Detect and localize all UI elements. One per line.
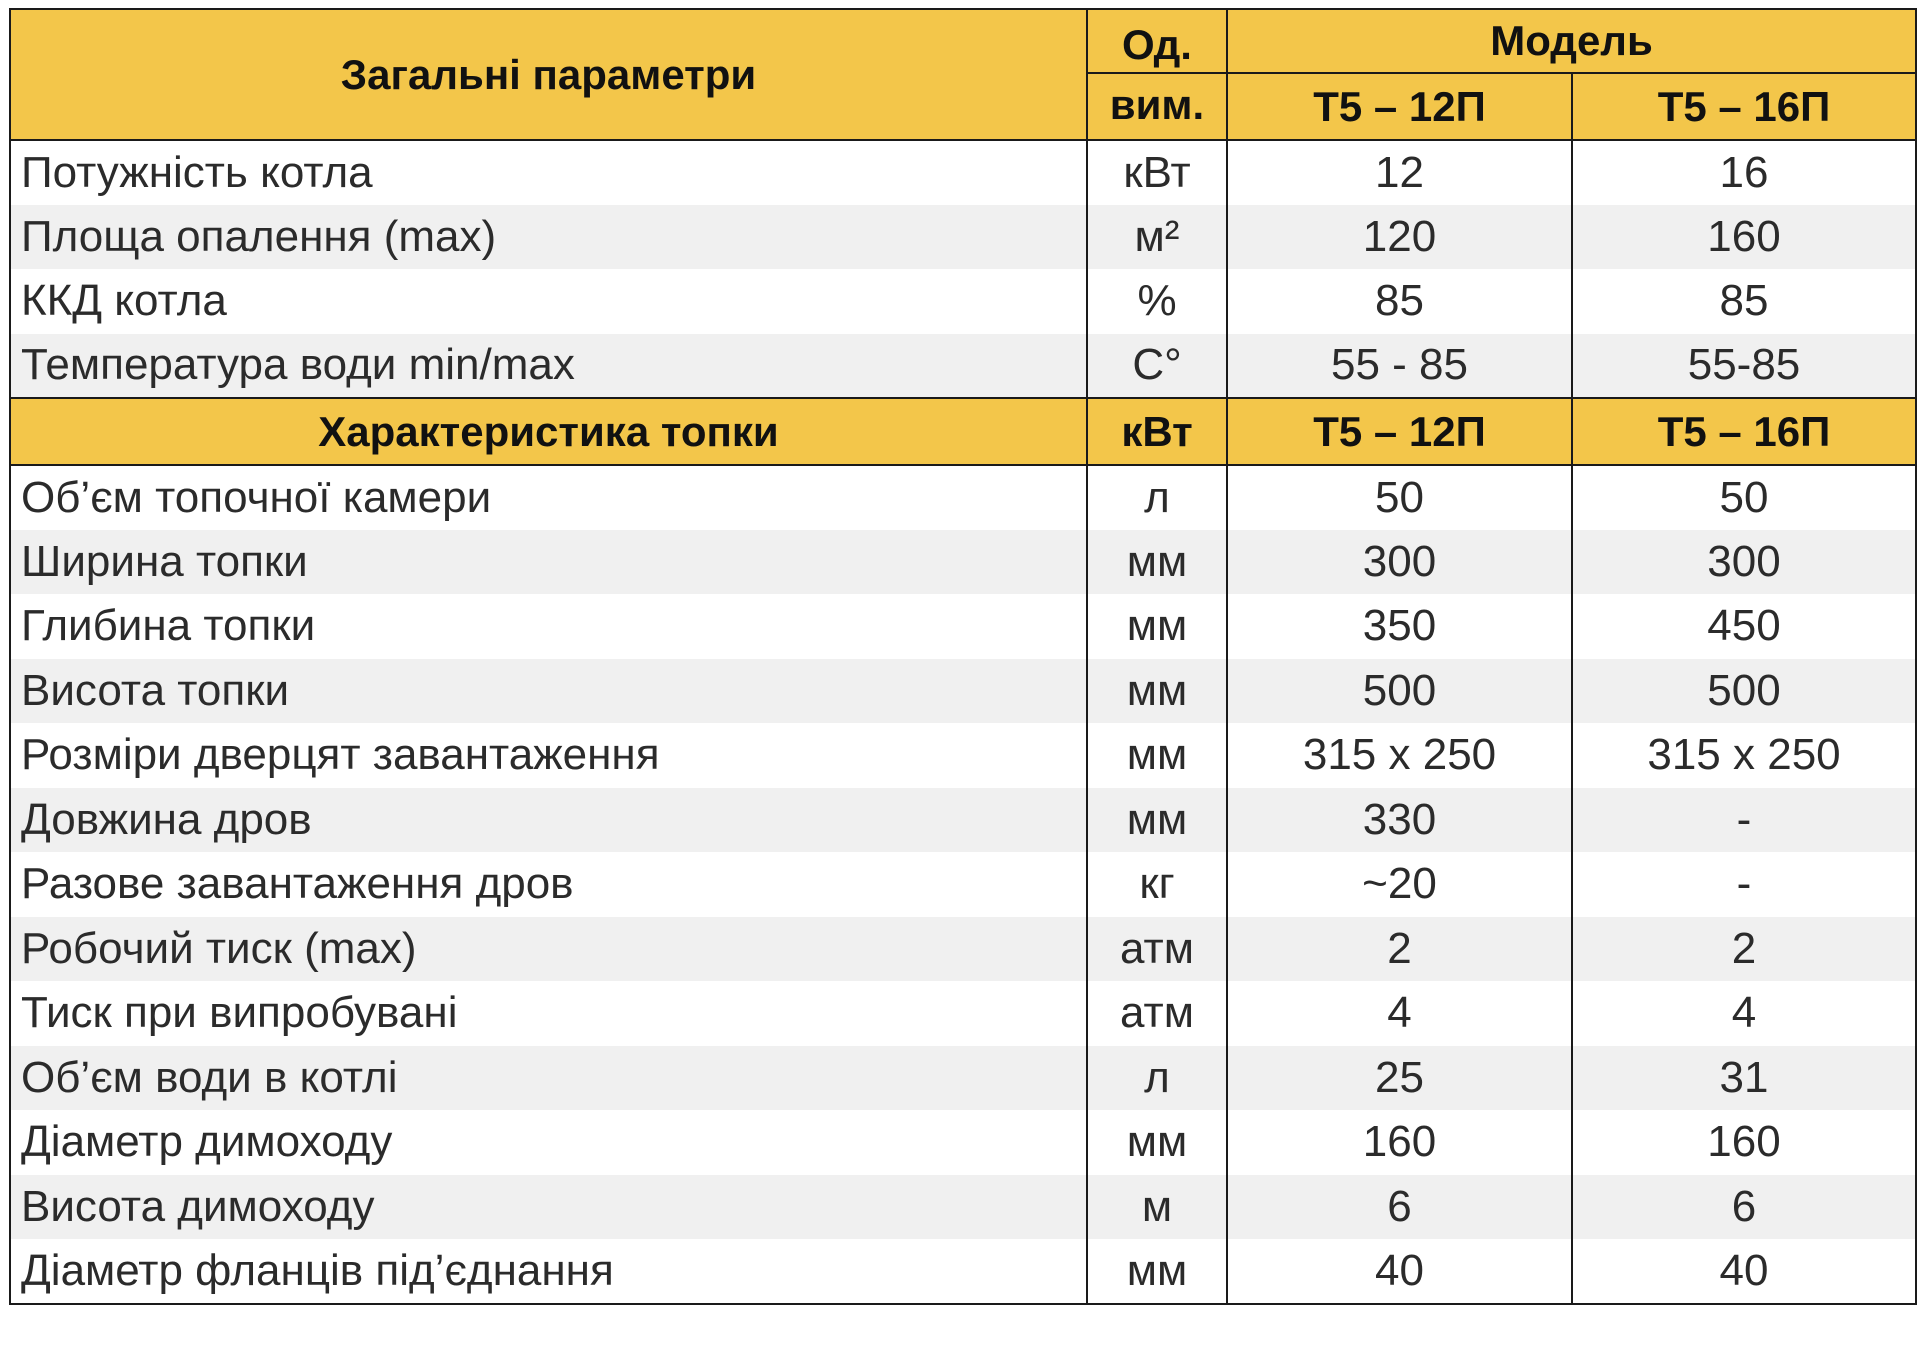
param-cell: Потужність котла [10, 140, 1087, 205]
model-1-value: 160 [1227, 1110, 1572, 1175]
param-cell: ККД котла [10, 269, 1087, 334]
model-1-value: 85 [1227, 269, 1572, 334]
unit-cell: м [1087, 1175, 1227, 1240]
table-row [10, 530, 1916, 595]
param-cell: Глибина топки [10, 594, 1087, 659]
model-1-value: 25 [1227, 1046, 1572, 1111]
model-2-value: 40 [1572, 1239, 1916, 1304]
table-header-row [10, 9, 1916, 73]
table-row [10, 465, 1916, 530]
table-row [10, 269, 1916, 334]
firebox-header-title: Характеристика топки [10, 398, 1087, 465]
firebox-model-2-header: Т5 – 16П [1572, 398, 1916, 465]
model-2-value: 160 [1572, 205, 1916, 270]
model-2-value: 85 [1572, 269, 1916, 334]
model-1-value: 50 [1227, 465, 1572, 530]
model-1-value: 120 [1227, 205, 1572, 270]
model-2-value: 31 [1572, 1046, 1916, 1111]
unit-cell: кВт [1087, 140, 1227, 205]
table-row [10, 852, 1916, 917]
model-2-value: 6 [1572, 1175, 1916, 1240]
table-row [10, 981, 1916, 1046]
param-cell: Робочий тиск (max) [10, 917, 1087, 982]
model-1-value: 4 [1227, 981, 1572, 1046]
param-cell: Об’єм води в котлі [10, 1046, 1087, 1111]
model-1-value: 330 [1227, 788, 1572, 853]
model-2-value: 55-85 [1572, 334, 1916, 399]
firebox-model-1-header: Т5 – 12П [1227, 398, 1572, 465]
model-2-value: 315 х 250 [1572, 723, 1916, 788]
param-cell: Об’єм топочної камери [10, 465, 1087, 530]
unit-cell: мм [1087, 723, 1227, 788]
param-cell: Висота топки [10, 659, 1087, 724]
model-1-header: Т5 – 12П [1227, 73, 1572, 140]
model-2-value: 16 [1572, 140, 1916, 205]
model-1-value: ~20 [1227, 852, 1572, 917]
table-row [10, 1239, 1916, 1304]
unit-cell: % [1087, 269, 1227, 334]
param-cell: Висота димоходу [10, 1175, 1087, 1240]
table-row [10, 1175, 1916, 1240]
unit-cell: C° [1087, 334, 1227, 399]
unit-cell: м² [1087, 205, 1227, 270]
param-cell: Тиск при випробувані [10, 981, 1087, 1046]
table-row [10, 659, 1916, 724]
model-2-value: 300 [1572, 530, 1916, 595]
table-row [10, 594, 1916, 659]
table-row [10, 205, 1916, 270]
unit-cell: атм [1087, 981, 1227, 1046]
unit-header-line2: вим. [1087, 73, 1227, 140]
table-row [10, 334, 1916, 399]
table-row [10, 1046, 1916, 1111]
model-1-value: 350 [1227, 594, 1572, 659]
table-row [10, 1110, 1916, 1175]
table-row [10, 788, 1916, 853]
unit-cell: атм [1087, 917, 1227, 982]
model-1-value: 2 [1227, 917, 1572, 982]
unit-cell: мм [1087, 1239, 1227, 1304]
unit-cell: мм [1087, 594, 1227, 659]
model-2-value: 2 [1572, 917, 1916, 982]
param-cell: Разове завантаження дров [10, 852, 1087, 917]
model-1-value: 500 [1227, 659, 1572, 724]
unit-header-line1: Од. [1087, 9, 1227, 73]
general-params-header: Загальні параметри [10, 9, 1087, 140]
model-1-value: 300 [1227, 530, 1572, 595]
model-2-value: - [1572, 788, 1916, 853]
table-row [10, 140, 1916, 205]
model-1-value: 315 х 250 [1227, 723, 1572, 788]
table-row [10, 917, 1916, 982]
unit-cell: мм [1087, 530, 1227, 595]
boiler-spec-table [9, 8, 1917, 1305]
model-1-value: 40 [1227, 1239, 1572, 1304]
unit-cell: кг [1087, 852, 1227, 917]
model-2-header: Т5 – 16П [1572, 73, 1916, 140]
firebox-header-unit: кВт [1087, 398, 1227, 465]
model-2-value: 500 [1572, 659, 1916, 724]
model-2-value: - [1572, 852, 1916, 917]
unit-cell: л [1087, 1046, 1227, 1111]
model-header: Модель [1227, 9, 1916, 73]
param-cell: Розміри дверцят завантаження [10, 723, 1087, 788]
unit-cell: л [1087, 465, 1227, 530]
model-1-value: 6 [1227, 1175, 1572, 1240]
model-1-value: 12 [1227, 140, 1572, 205]
model-2-value: 450 [1572, 594, 1916, 659]
table-row [10, 723, 1916, 788]
model-2-value: 160 [1572, 1110, 1916, 1175]
unit-cell: мм [1087, 1110, 1227, 1175]
param-cell: Діаметр димоходу [10, 1110, 1087, 1175]
unit-cell: мм [1087, 788, 1227, 853]
param-cell: Діаметр фланців під’єднання [10, 1239, 1087, 1304]
model-1-value: 55 - 85 [1227, 334, 1572, 399]
firebox-header-row [10, 398, 1916, 465]
model-2-value: 4 [1572, 981, 1916, 1046]
model-2-value: 50 [1572, 465, 1916, 530]
param-cell: Довжина дров [10, 788, 1087, 853]
param-cell: Ширина топки [10, 530, 1087, 595]
unit-cell: мм [1087, 659, 1227, 724]
param-cell: Температура води min/max [10, 334, 1087, 399]
param-cell: Площа опалення (max) [10, 205, 1087, 270]
